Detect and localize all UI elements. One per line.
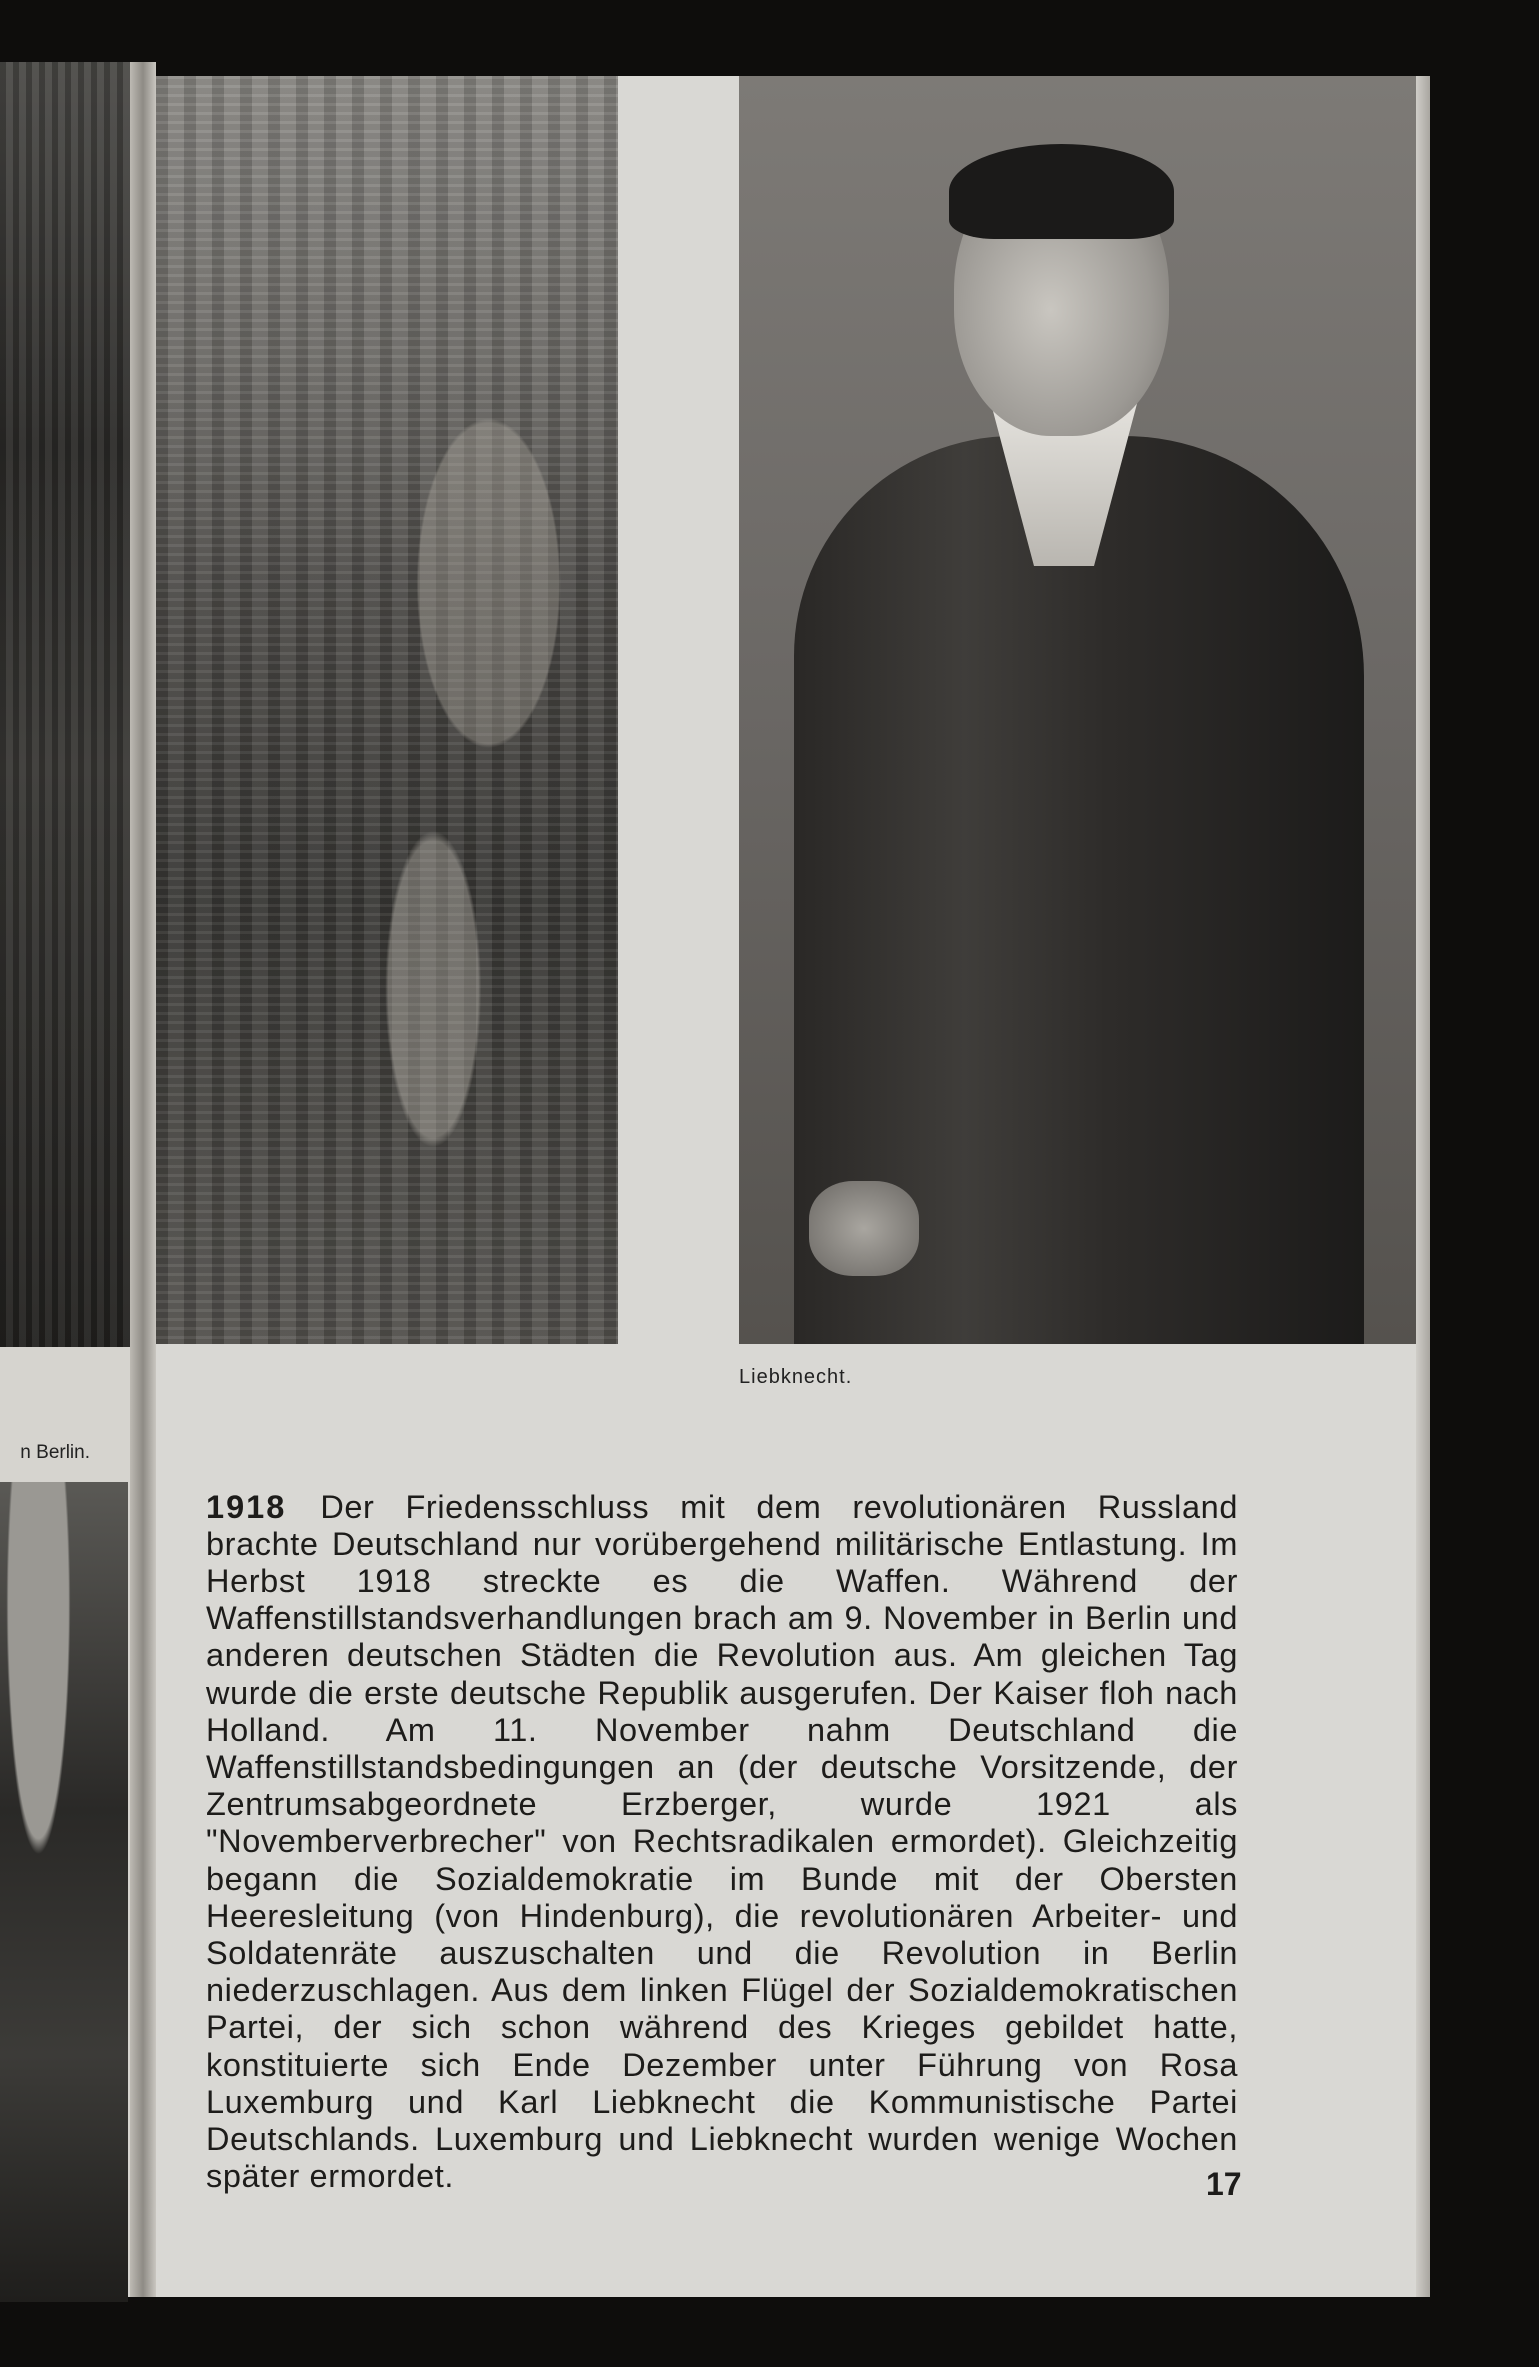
crowd-photo-left [0,62,150,1347]
portrait-caption: Liebknecht. [739,1366,853,1388]
left-page [0,62,150,2297]
page-number: 17 [1206,2166,1242,2202]
street-scene-photo [156,76,618,1344]
portrait-hair [949,144,1174,239]
portrait-hand [809,1181,919,1276]
soldier-photo-left [0,1482,128,2302]
left-photo-caption: n Berlin. [20,1442,90,1463]
history-paragraph [206,1489,1238,2196]
paragraph-text: Der Friedensschluss mit dem revolutionären Russland brachte Deutschland nur vorübergehend militärische Entlastung. Im Herbst 1918 streckte es die Waffen. Während der Waffenstillstandsverhandlungen brach am 9. November in Berlin und anderen deutschen Städten die Revolution aus. Am gleichen Tag wurde die erste deutsche Republik ausgerufen. Der Kaiser floh nach Holland. Am 11. November nahm Deutschland die Waffenstillstandsbedingungen an (der deutsche Vorsitzende, der Zentrumsabgeordnete Erzberger, wurde 1921 als "Novemberverbrecher" von Rechtsradikalen ermordet). Gleichzeitig begann die Sozialdemokratie im Bunde mit der Obersten Heeresleitung (von Hindenburg), die revolutionären Arbeiter- und Soldatenräte auszuschalten und die Revolution in Berlin niederzuschlagen. Aus dem linken Flügel der Sozialdemokratischen Partei, der sich schon während des Krieges gebildet hatte, konstituierte sich Ende Dezember unter Führung von Rosa Luxemburg und Karl Liebknecht die Kommunistische Partei Deutschlands. Luxemburg und Liebknecht wurden wenige Wochen später ermordet. [206,1488,1238,2195]
paragraph-year: 1918 [206,1488,287,1525]
right-page [156,76,1416,2297]
page-edge [1416,76,1430,2297]
liebknecht-portrait-photo [739,76,1416,1344]
book-gutter [130,62,156,2297]
